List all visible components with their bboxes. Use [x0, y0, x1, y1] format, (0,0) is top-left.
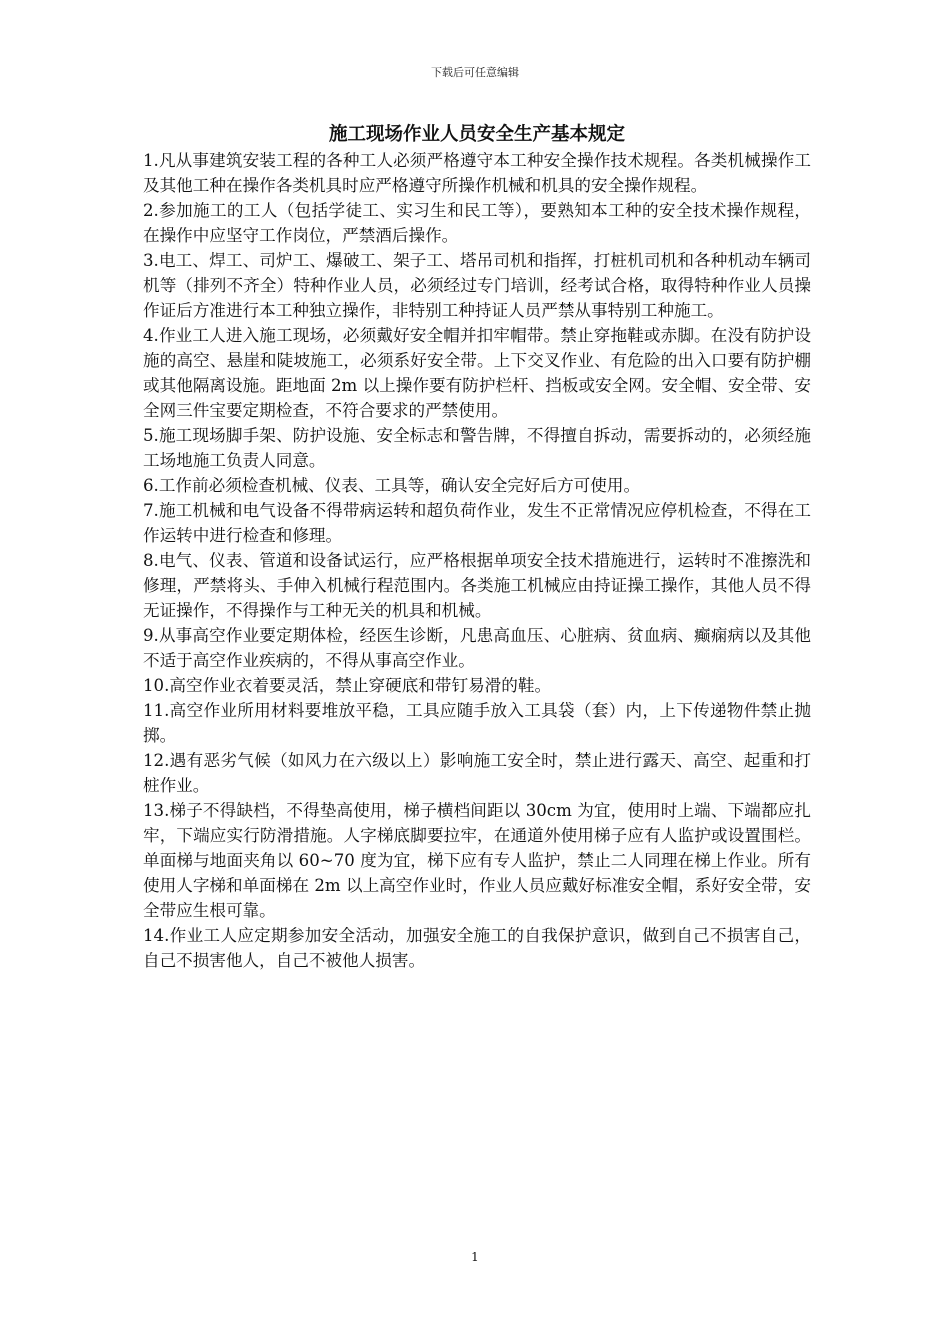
rule-item-2: 2.参加施工的工人（包括学徒工、实习生和民工等），要熟知本工种的安全技术操作规程，在操作中应坚守工作岗位，严禁酒后操作。	[143, 201, 811, 245]
rule-item-14: 14.作业工人应定期参加安全活动，加强安全施工的自我保护意识，做到自己不损害自己，自己不损害他人，自己不被他人损害。	[143, 926, 811, 970]
document-title: 施工现场作业人员安全生产基本规定	[328, 124, 625, 145]
page-number: 1	[471, 1250, 479, 1264]
rule-item-8: 8.电气、仪表、管道和设备试运行，应严格根据单项安全技术措施进行，运转时不准擦洗和修理，严禁将头、手伸入机械行程范围内。各类施工机械应由持证操工操作，其他人员不得无证操作，不得操作与工种无关的机具和机械。	[143, 551, 811, 620]
rule-item-3: 3.电工、焊工、司炉工、爆破工、架子工、塔吊司机和指挥，打桩机司机和各种机动车辆司机等（排列不齐全）特种作业人员，必须经过专门培训，经考试合格，取得特种作业人员操作证后方准进行本工种独立操作，非特别工种持证人员严禁从事特别工种施工。	[143, 251, 811, 320]
rule-item-10: 10.高空作业衣着要灵活，禁止穿硬底和带钉易滑的鞋。	[143, 676, 552, 695]
rule-item-1: 1.凡从事建筑安装工程的各种工人必须严格遵守本工种安全操作技术规程。各类机械操作工及其他工种在操作各类机具时应严格遵守所操作机械和机具的安全操作规程。	[143, 151, 811, 195]
document-body	[143, 120, 811, 973]
rule-item-13: 13.梯子不得缺档，不得垫高使用，梯子横档间距以 30cm 为宜，使用时上端、下端都应扎牢，下端应实行防滑措施。人字梯底脚要拉牢，在通道外使用梯子应有人监护或设置围栏。单面梯与地面夹角以 60~70 度为宜，梯下应有专人监护，禁止二人同理在梯上作业。所有使用人字梯和单面梯在 2m 以上高空作业时，作业人员应戴好标准安全帽，系好安全带，安全带应生根可靠。	[143, 801, 811, 920]
rule-item-12: 12.遇有恶劣气候（如风力在六级以上）影响施工安全时，禁止进行露天、高空、起重和打桩作业。	[143, 751, 811, 795]
page-header-note: 下载后可任意编辑	[431, 66, 519, 79]
rule-item-6: 6.工作前必须检查机械、仪表、工具等，确认安全完好后方可使用。	[143, 476, 641, 495]
rule-item-4: 4.作业工人进入施工现场，必须戴好安全帽并扣牢帽带。禁止穿拖鞋或赤脚。在没有防护设施的高空、悬崖和陡坡施工，必须系好安全带。上下交叉作业、有危险的出入口要有防护棚或其他隔离设施。距地面 2m 以上操作要有防护栏杆、挡板或安全网。安全帽、安全带、安全网三件宝要定期检查，不符合要求的严禁使用。	[143, 326, 811, 420]
rules-list	[143, 148, 811, 973]
rule-item-9: 9.从事高空作业要定期体检，经医生诊断，凡患高血压、心脏病、贫血病、癫痫病以及其他不适于高空作业疾病的，不得从事高空作业。	[143, 626, 811, 670]
rule-item-5: 5.施工现场脚手架、防护设施、安全标志和警告牌，不得擅自拆动，需要拆动的，必须经施工场地施工负责人同意。	[143, 426, 811, 470]
rule-item-7: 7.施工机械和电气设备不得带病运转和超负荷作业，发生不正常情况应停机检查，不得在工作运转中进行检查和修理。	[143, 501, 811, 545]
rule-item-11: 11.高空作业所用材料要堆放平稳，工具应随手放入工具袋（套）内，上下传递物件禁止抛掷。	[143, 701, 811, 745]
